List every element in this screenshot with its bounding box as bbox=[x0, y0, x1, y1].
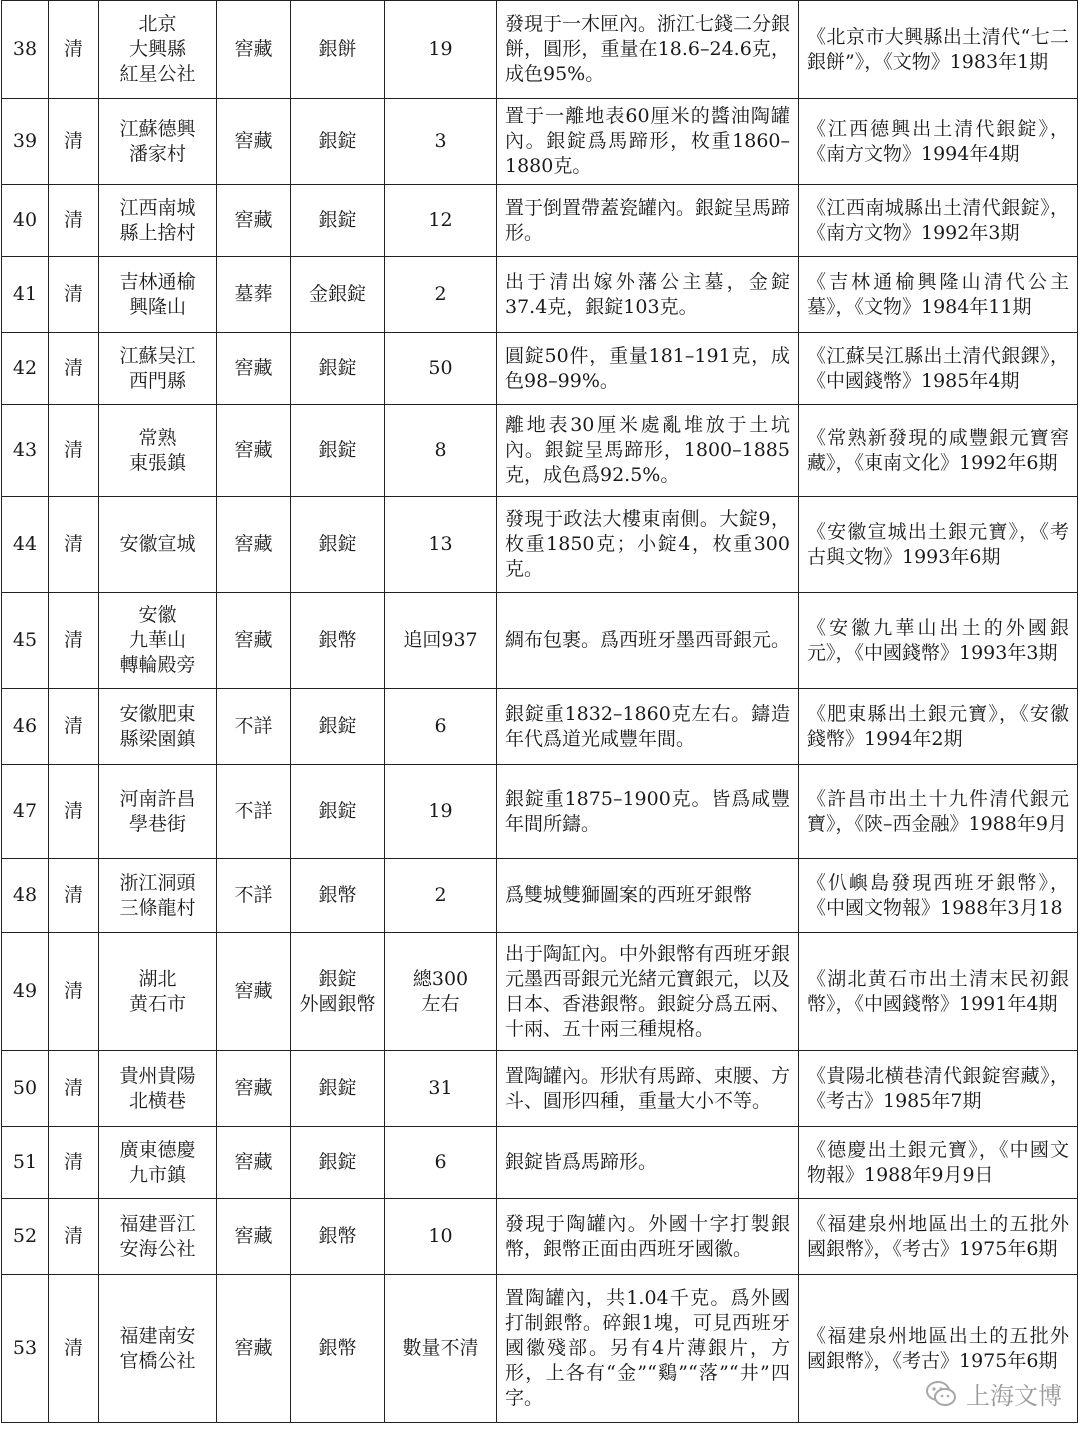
row-find-type: 窖藏 bbox=[217, 333, 291, 405]
row-quantity: 總300 左右 bbox=[385, 933, 497, 1051]
table-row bbox=[2, 1275, 1078, 1423]
row-find-type: 窖藏 bbox=[217, 593, 291, 689]
row-era: 清 bbox=[49, 333, 99, 405]
row-source: 《仈嶼島發現西班牙銀幣》，《中國文物報》1988年3月18 bbox=[799, 859, 1078, 933]
row-number: 49 bbox=[2, 933, 49, 1051]
row-quantity: 3 bbox=[385, 99, 497, 185]
row-source: 《北京市大興縣出土清代“七二銀餅”》，《文物》1983年1期 bbox=[799, 1, 1078, 99]
row-location: 湖北 黄石市 bbox=[99, 933, 217, 1051]
row-quantity: 數量不清 bbox=[385, 1275, 497, 1423]
row-description: 出于陶缸內。中外銀幣有西班牙銀元墨西哥銀元光緒元寶銀元，以及日本、香港銀幣。銀錠分爲五兩、十兩、五十兩三種規格。 bbox=[497, 933, 799, 1051]
row-quantity: 50 bbox=[385, 333, 497, 405]
row-description: 置于倒置帶蓋瓷罐內。銀錠呈馬蹄形。 bbox=[497, 185, 799, 257]
row-quantity: 6 bbox=[385, 1127, 497, 1199]
row-location: 吉林通榆 興隆山 bbox=[99, 257, 217, 333]
row-find-type: 窖藏 bbox=[217, 933, 291, 1051]
row-era: 清 bbox=[49, 405, 99, 497]
row-item: 銀錠 bbox=[291, 1127, 385, 1199]
row-era: 清 bbox=[49, 99, 99, 185]
row-find-type: 窖藏 bbox=[217, 1, 291, 99]
row-number: 43 bbox=[2, 405, 49, 497]
row-quantity: 2 bbox=[385, 859, 497, 933]
row-source: 《江西德興出土清代銀錠》，《南方文物》1994年4期 bbox=[799, 99, 1078, 185]
row-quantity: 19 bbox=[385, 1, 497, 99]
row-find-type: 窖藏 bbox=[217, 185, 291, 257]
row-source: 《福建泉州地區出土的五批外國銀幣》，《考古》1975年6期 bbox=[799, 1275, 1078, 1423]
row-location: 安徽肥東 縣梁園鎮 bbox=[99, 689, 217, 765]
row-era: 清 bbox=[49, 689, 99, 765]
row-source: 《常熟新發現的咸豐銀元寶窖藏》，《東南文化》1992年6期 bbox=[799, 405, 1078, 497]
row-source: 《福建泉州地區出土的五批外國銀幣》，《考古》1975年6期 bbox=[799, 1199, 1078, 1275]
row-description: 爲雙城雙獅圖案的西班牙銀幣 bbox=[497, 859, 799, 933]
row-description: 綢布包裹。爲西班牙墨西哥銀元。 bbox=[497, 593, 799, 689]
row-location: 貴州貴陽 北横巷 bbox=[99, 1051, 217, 1127]
row-quantity: 8 bbox=[385, 405, 497, 497]
row-item: 銀錠 bbox=[291, 497, 385, 593]
row-quantity: 31 bbox=[385, 1051, 497, 1127]
row-source: 《江西南城縣出土清代銀錠》，《南方文物》1992年3期 bbox=[799, 185, 1078, 257]
row-item: 銀餅 bbox=[291, 1, 385, 99]
table-row bbox=[2, 1051, 1078, 1127]
row-quantity: 13 bbox=[385, 497, 497, 593]
row-location: 浙江洞頭 三條龍村 bbox=[99, 859, 217, 933]
row-find-type: 墓葬 bbox=[217, 257, 291, 333]
row-number: 41 bbox=[2, 257, 49, 333]
row-source: 《德慶出土銀元寶》，《中國文物報》1988年9月9日 bbox=[799, 1127, 1078, 1199]
row-item: 銀錠 bbox=[291, 333, 385, 405]
row-description: 置陶罐內。形狀有馬蹄、束腰、方斗、圓形四種，重量大小不等。 bbox=[497, 1051, 799, 1127]
row-location: 河南許昌 學巷街 bbox=[99, 765, 217, 859]
row-location: 安徽 九華山 轉輪殿旁 bbox=[99, 593, 217, 689]
row-item: 銀幣 bbox=[291, 859, 385, 933]
row-find-type: 不詳 bbox=[217, 765, 291, 859]
row-location: 福建晋江 安海公社 bbox=[99, 1199, 217, 1275]
table-row bbox=[2, 1199, 1078, 1275]
row-description: 出于清出嫁外藩公主墓，金錠37.4克，銀錠103克。 bbox=[497, 257, 799, 333]
row-number: 40 bbox=[2, 185, 49, 257]
table-row bbox=[2, 1, 1078, 99]
row-description: 發現于政法大樓東南側。大錠9，枚重1850克；小錠4，枚重300克。 bbox=[497, 497, 799, 593]
row-description: 發現于一木匣內。浙江七錢二分銀餅，圓形，重量在18.6–24.6克，成色95%。 bbox=[497, 1, 799, 99]
row-location: 福建南安 官橋公社 bbox=[99, 1275, 217, 1423]
row-source: 《肥東縣出土銀元寶》，《安徽錢幣》1994年2期 bbox=[799, 689, 1078, 765]
row-quantity: 10 bbox=[385, 1199, 497, 1275]
row-source: 《湖北黄石市出土清末民初銀幣》，《中國錢幣》1991年4期 bbox=[799, 933, 1078, 1051]
watermark-text: 上海文博 bbox=[966, 1382, 1062, 1410]
table-row bbox=[2, 765, 1078, 859]
table-row bbox=[2, 99, 1078, 185]
row-item: 銀幣 bbox=[291, 593, 385, 689]
row-description: 銀錠重1875–1900克。皆爲咸豐年間所鑄。 bbox=[497, 765, 799, 859]
row-era: 清 bbox=[49, 497, 99, 593]
row-location: 江蘇德興 潘家村 bbox=[99, 99, 217, 185]
row-item: 銀錠 bbox=[291, 99, 385, 185]
row-era: 清 bbox=[49, 765, 99, 859]
wechat-icon bbox=[924, 1377, 958, 1411]
row-era: 清 bbox=[49, 859, 99, 933]
row-source: 《安徽九華山出土的外國銀元》，《中國錢幣》1993年3期 bbox=[799, 593, 1078, 689]
row-item: 銀錠 bbox=[291, 185, 385, 257]
row-description: 發現于陶罐內。外國十字打製銀幣，銀幣正面由西班牙國徽。 bbox=[497, 1199, 799, 1275]
table-row bbox=[2, 859, 1078, 933]
row-find-type: 窖藏 bbox=[217, 1051, 291, 1127]
row-era: 清 bbox=[49, 593, 99, 689]
row-description: 銀錠皆爲馬蹄形。 bbox=[497, 1127, 799, 1199]
row-quantity: 追回937 bbox=[385, 593, 497, 689]
row-number: 53 bbox=[2, 1275, 49, 1423]
row-find-type: 窖藏 bbox=[217, 1127, 291, 1199]
row-number: 38 bbox=[2, 1, 49, 99]
row-item: 銀錠 bbox=[291, 405, 385, 497]
row-era: 清 bbox=[49, 185, 99, 257]
row-location: 常熟 東張鎮 bbox=[99, 405, 217, 497]
row-quantity: 19 bbox=[385, 765, 497, 859]
row-item: 銀錠 bbox=[291, 1051, 385, 1127]
row-find-type: 不詳 bbox=[217, 689, 291, 765]
row-item: 銀錠 外國銀幣 bbox=[291, 933, 385, 1051]
row-era: 清 bbox=[49, 933, 99, 1051]
row-source: 《江蘇吴江縣出土清代銀錁》，《中國錢幣》1985年4期 bbox=[799, 333, 1078, 405]
row-number: 50 bbox=[2, 1051, 49, 1127]
table-row bbox=[2, 497, 1078, 593]
row-item: 銀幣 bbox=[291, 1199, 385, 1275]
row-find-type: 窖藏 bbox=[217, 1275, 291, 1423]
row-description: 置陶罐內，共1.04千克。爲外國打制銀幣。碎銀1塊，可見西班牙國徽殘部。另有4片薄銀片，方形，上各有“金”“鷄”“落”“井”四字。 bbox=[497, 1275, 799, 1423]
table-row bbox=[2, 257, 1078, 333]
table-row bbox=[2, 689, 1078, 765]
row-item: 銀幣 bbox=[291, 1275, 385, 1423]
row-source: 《安徽宣城出土銀元寶》，《考古與文物》1993年6期 bbox=[799, 497, 1078, 593]
row-number: 44 bbox=[2, 497, 49, 593]
row-find-type: 窖藏 bbox=[217, 1199, 291, 1275]
table-row bbox=[2, 405, 1078, 497]
row-era: 清 bbox=[49, 1051, 99, 1127]
watermark bbox=[924, 1376, 1062, 1411]
row-find-type: 窖藏 bbox=[217, 497, 291, 593]
table-row bbox=[2, 1127, 1078, 1199]
row-source: 《吉林通榆興隆山清代公主墓》，《文物》1984年11期 bbox=[799, 257, 1078, 333]
table-row bbox=[2, 333, 1078, 405]
row-location: 廣東德慶 九市鎮 bbox=[99, 1127, 217, 1199]
row-find-type: 窖藏 bbox=[217, 99, 291, 185]
row-quantity: 6 bbox=[385, 689, 497, 765]
row-number: 52 bbox=[2, 1199, 49, 1275]
row-item: 金銀錠 bbox=[291, 257, 385, 333]
row-quantity: 12 bbox=[385, 185, 497, 257]
row-era: 清 bbox=[49, 1127, 99, 1199]
row-era: 清 bbox=[49, 257, 99, 333]
row-location: 北京 大興縣 紅星公社 bbox=[99, 1, 217, 99]
row-era: 清 bbox=[49, 1199, 99, 1275]
row-number: 47 bbox=[2, 765, 49, 859]
row-description: 置于一離地表60厘米的醬油陶罐內。銀錠爲馬蹄形，枚重1860–1880克。 bbox=[497, 99, 799, 185]
row-location: 安徽宣城 bbox=[99, 497, 217, 593]
row-item: 銀錠 bbox=[291, 765, 385, 859]
row-number: 46 bbox=[2, 689, 49, 765]
row-item: 銀錠 bbox=[291, 689, 385, 765]
row-number: 51 bbox=[2, 1127, 49, 1199]
row-location: 江西南城 縣上捨村 bbox=[99, 185, 217, 257]
table-row bbox=[2, 185, 1078, 257]
row-location: 江蘇吴江 西門縣 bbox=[99, 333, 217, 405]
row-era: 清 bbox=[49, 1, 99, 99]
row-find-type: 不詳 bbox=[217, 859, 291, 933]
table-row bbox=[2, 593, 1078, 689]
row-quantity: 2 bbox=[385, 257, 497, 333]
row-source: 《許昌市出土十九件清代銀元寶》，《陝–西金融》1988年9月 bbox=[799, 765, 1078, 859]
row-number: 39 bbox=[2, 99, 49, 185]
row-find-type: 窖藏 bbox=[217, 405, 291, 497]
row-description: 圓錠50件，重量181–191克，成色98–99%。 bbox=[497, 333, 799, 405]
row-source: 《貴陽北横巷清代銀錠窖藏》，《考古》1985年7期 bbox=[799, 1051, 1078, 1127]
row-era: 清 bbox=[49, 1275, 99, 1423]
row-number: 42 bbox=[2, 333, 49, 405]
row-description: 銀錠重1832–1860克左右。鑄造年代爲道光咸豐年間。 bbox=[497, 689, 799, 765]
row-number: 45 bbox=[2, 593, 49, 689]
row-description: 離地表30厘米處亂堆放于土坑內。銀錠呈馬蹄形，1800–1885克，成色爲92.5%。 bbox=[497, 405, 799, 497]
table-row bbox=[2, 933, 1078, 1051]
hoard-table bbox=[1, 0, 1078, 1423]
row-number: 48 bbox=[2, 859, 49, 933]
